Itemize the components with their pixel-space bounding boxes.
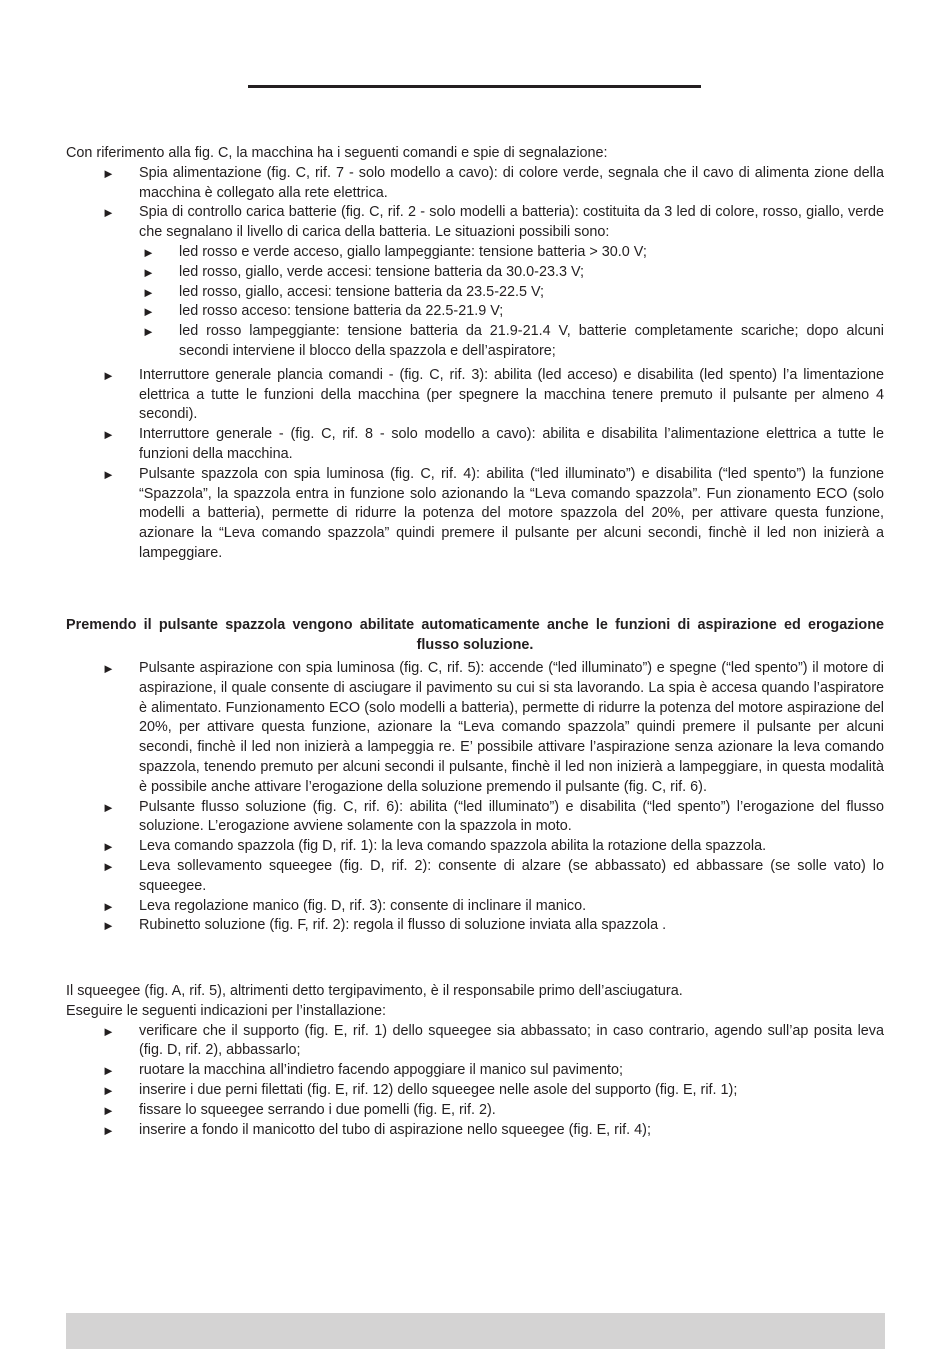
arrow-bullet-icon: ► — [142, 284, 155, 300]
list-item — [66, 857, 884, 897]
arrow-bullet-icon: ► — [102, 898, 115, 914]
list-item-text: Spia alimentazione (fig. C, rif. 7 - solo modello a cavo): di colore verde, segnala che il cavo di alimenta zione della macchina è collegato alla rete elettrica. — [139, 164, 884, 201]
arrow-bullet-icon: ► — [102, 427, 115, 443]
list-item — [66, 897, 884, 917]
arrow-bullet-icon: ► — [102, 1102, 115, 1118]
list-item-text: Leva comando spazzola (fig D, rif. 1): la leva comando spazzola abilita la rotazione della spazzola. — [139, 838, 767, 855]
sub-list-item-text: led rosso e verde acceso, giallo lampeggiante: tensione batteria > 30.0 V; — [179, 243, 647, 260]
list-item — [66, 837, 884, 857]
bold-note: Premendo il pulsante spazzola vengono abilitate automaticamente anche le funzioni di aspirazione ed erogazione flusso soluzione. — [66, 617, 884, 654]
list-item — [66, 1101, 884, 1121]
arrow-bullet-icon: ► — [102, 205, 115, 221]
list-item-text: Interruttore generale plancia comandi - (fig. C, rif. 3): abilita (led acceso) e disabilita (led spento) l’a limentazione elettrica a tutte le funzioni della macchina (per spegnere la macchina tenere premuto il pulsante per almeno 4 secondi). — [139, 366, 884, 423]
arrow-bullet-icon: ► — [102, 466, 115, 482]
arrow-bullet-icon: ► — [142, 244, 155, 260]
list-item-text: Spia di controllo carica batterie (fig. C, rif. 2 - solo modelli a batteria): costituita da 3 led di colore, rosso, giallo, verde che segnalano il livello di carica della batteria. Le situazioni possibili sono: — [139, 204, 884, 241]
arrow-bullet-icon: ► — [102, 165, 115, 181]
section-intro: Il squeegee (fig. A, rif. 5), altrimenti detto tergipavimento, è il responsabile primo dell’asciugatura. — [66, 983, 683, 999]
arrow-bullet-icon: ► — [102, 367, 115, 383]
list-item — [66, 916, 884, 936]
sub-list-item-text: led rosso acceso: tensione batteria da 22.5-21.9 V; — [179, 303, 504, 320]
controls-section — [66, 144, 884, 564]
list-item-text: Pulsante flusso soluzione (fig. C, rif. 6): abilita (“led illuminato”) e disabilita (“led spento”) l’erogazione del flusso soluzione. L’erogazione avviene solamente con la spazzola in moto. — [139, 798, 884, 835]
sub-list-item — [66, 243, 884, 263]
arrow-bullet-icon: ► — [102, 1063, 115, 1079]
list-item-text: inserire i due perni filettati (fig. E, rif. 12) dello squeegee nelle asole del supporto (fig. E, rif. 1); — [139, 1081, 738, 1098]
list-item-text: ruotare la macchina all’indietro facendo appoggiare il manico sul pavimento; — [139, 1062, 623, 1079]
header-rule — [248, 85, 701, 88]
sub-list-item — [66, 263, 884, 283]
installation-section — [66, 982, 884, 1140]
arrow-bullet-icon: ► — [102, 858, 115, 874]
list-item-text: Pulsante spazzola con spia luminosa (fig. C, rif. 4): abilita (“led illuminato”) e disabilita (“led spento”) la funzione “Spazzola”, la spazzola entra in funzione solo azionando la “Leva comando spazzola”. Fun zionamento ECO (solo modelli a batteria), permette di ridurre la potenza del motore spazzola del 20%, per attivare questa funzione, azionare la “Leva comando spazzola” quindi premere il pulsante per alcuni secondi, finchè il led non inizierà a lampeggiare. — [139, 465, 884, 561]
arrow-bullet-icon: ► — [102, 918, 115, 934]
list-item-text: Interruttore generale - (fig. C, rif. 8 - solo modello a cavo): abilita e disabilita l’alimentazione elettrica a tutte le funzioni della macchina. — [139, 426, 884, 462]
list-item-text: Rubinetto soluzione (fig. F, rif. 2): regola il flusso di soluzione inviata alla spazzola . — [139, 917, 667, 934]
list-item — [66, 1081, 884, 1101]
sub-list-item-text: led rosso lampeggiante: tensione batteria da 21.9-21.4 V, batterie completamente scariche; dopo alcuni secondi interviene il blocco della spazzola e dell’aspiratore; — [179, 323, 884, 359]
arrow-bullet-icon: ► — [102, 1023, 115, 1039]
arrow-bullet-icon: ► — [102, 1082, 115, 1098]
arrow-bullet-icon: ► — [142, 264, 155, 280]
list-item-text: Pulsante aspirazione con spia luminosa (fig. C, rif. 5): accende (“led illuminato”) e spegne (“led spento”) il motore di aspirazione, il quale consente di asciugare il pavimento su cui si sta lavorando. La spia è accesa quando l’aspiratore è alimentato. Funzionamento ECO (solo modelli a batteria), permette di ridurre la potenza del motore aspirazione del 20%, per attivare questa funzione, azionare la “Leva comando spazzola” quindi premere il pulsante per alcuni secondi, finchè il led non inizierà a lampeggia re. E’ possibile attivare l’aspirazione senza azionare la leva comando spazzola, tenendo premuto per alcuni secondi il pulsante, finchè il led non inizierà a lampeggiare, in questa modalità è possibile anche attivare l’erogazione della soluzione premendo il pulsante (fig. C, rif. 6). — [139, 660, 884, 795]
list-item — [66, 1061, 884, 1081]
list-item — [66, 798, 884, 838]
arrow-bullet-icon: ► — [142, 304, 155, 320]
aspiration-section — [66, 659, 884, 936]
arrow-bullet-icon: ► — [142, 324, 155, 340]
sub-list-item-text: led rosso, giallo, accesi: tensione batteria da 23.5-22.5 V; — [179, 283, 545, 300]
list-item — [66, 164, 884, 204]
list-item — [66, 366, 884, 425]
section-intro: Con riferimento alla fig. C, la macchina ha i seguenti comandi e spie di segnalazione: — [66, 145, 608, 161]
list-item — [66, 1022, 884, 1062]
list-item — [66, 1121, 884, 1141]
sub-list-item — [66, 283, 884, 303]
list-item — [66, 425, 884, 465]
footer-bar — [66, 1313, 885, 1349]
list-item-text: verificare che il supporto (fig. E, rif. 1) dello squeegee sia abbassato; in caso contrario, agendo sull’ap posita leva (fig. D, rif. 2), abbassarlo; — [139, 1022, 884, 1059]
sub-list-item — [66, 302, 884, 322]
section-intro: Eseguire le seguenti indicazioni per l’installazione: — [66, 1002, 386, 1019]
arrow-bullet-icon: ► — [102, 661, 115, 676]
sub-list-item — [66, 322, 884, 362]
arrow-bullet-icon: ► — [102, 1122, 115, 1138]
list-item-text: fissare lo squeegee serrando i due pomelli (fig. E, rif. 2). — [139, 1101, 496, 1118]
arrow-bullet-icon: ► — [102, 839, 115, 855]
list-item-text: Leva regolazione manico (fig. D, rif. 3): consente di inclinare il manico. — [139, 897, 587, 914]
list-item-text: inserire a fondo il manicotto del tubo di aspirazione nello squeegee (fig. E, rif. 4); — [139, 1121, 651, 1138]
list-item — [66, 203, 884, 243]
list-item — [66, 659, 884, 798]
list-item — [66, 465, 884, 564]
list-item-text: Leva sollevamento squeegee (fig. D, rif. 2): consente di alzare (se abbassato) ed abbassare (se solle vato) lo squeegee. — [139, 857, 884, 894]
arrow-bullet-icon: ► — [102, 799, 115, 815]
sub-list-item-text: led rosso, giallo, verde accesi: tensione batteria da 30.0-23.3 V; — [179, 263, 585, 280]
